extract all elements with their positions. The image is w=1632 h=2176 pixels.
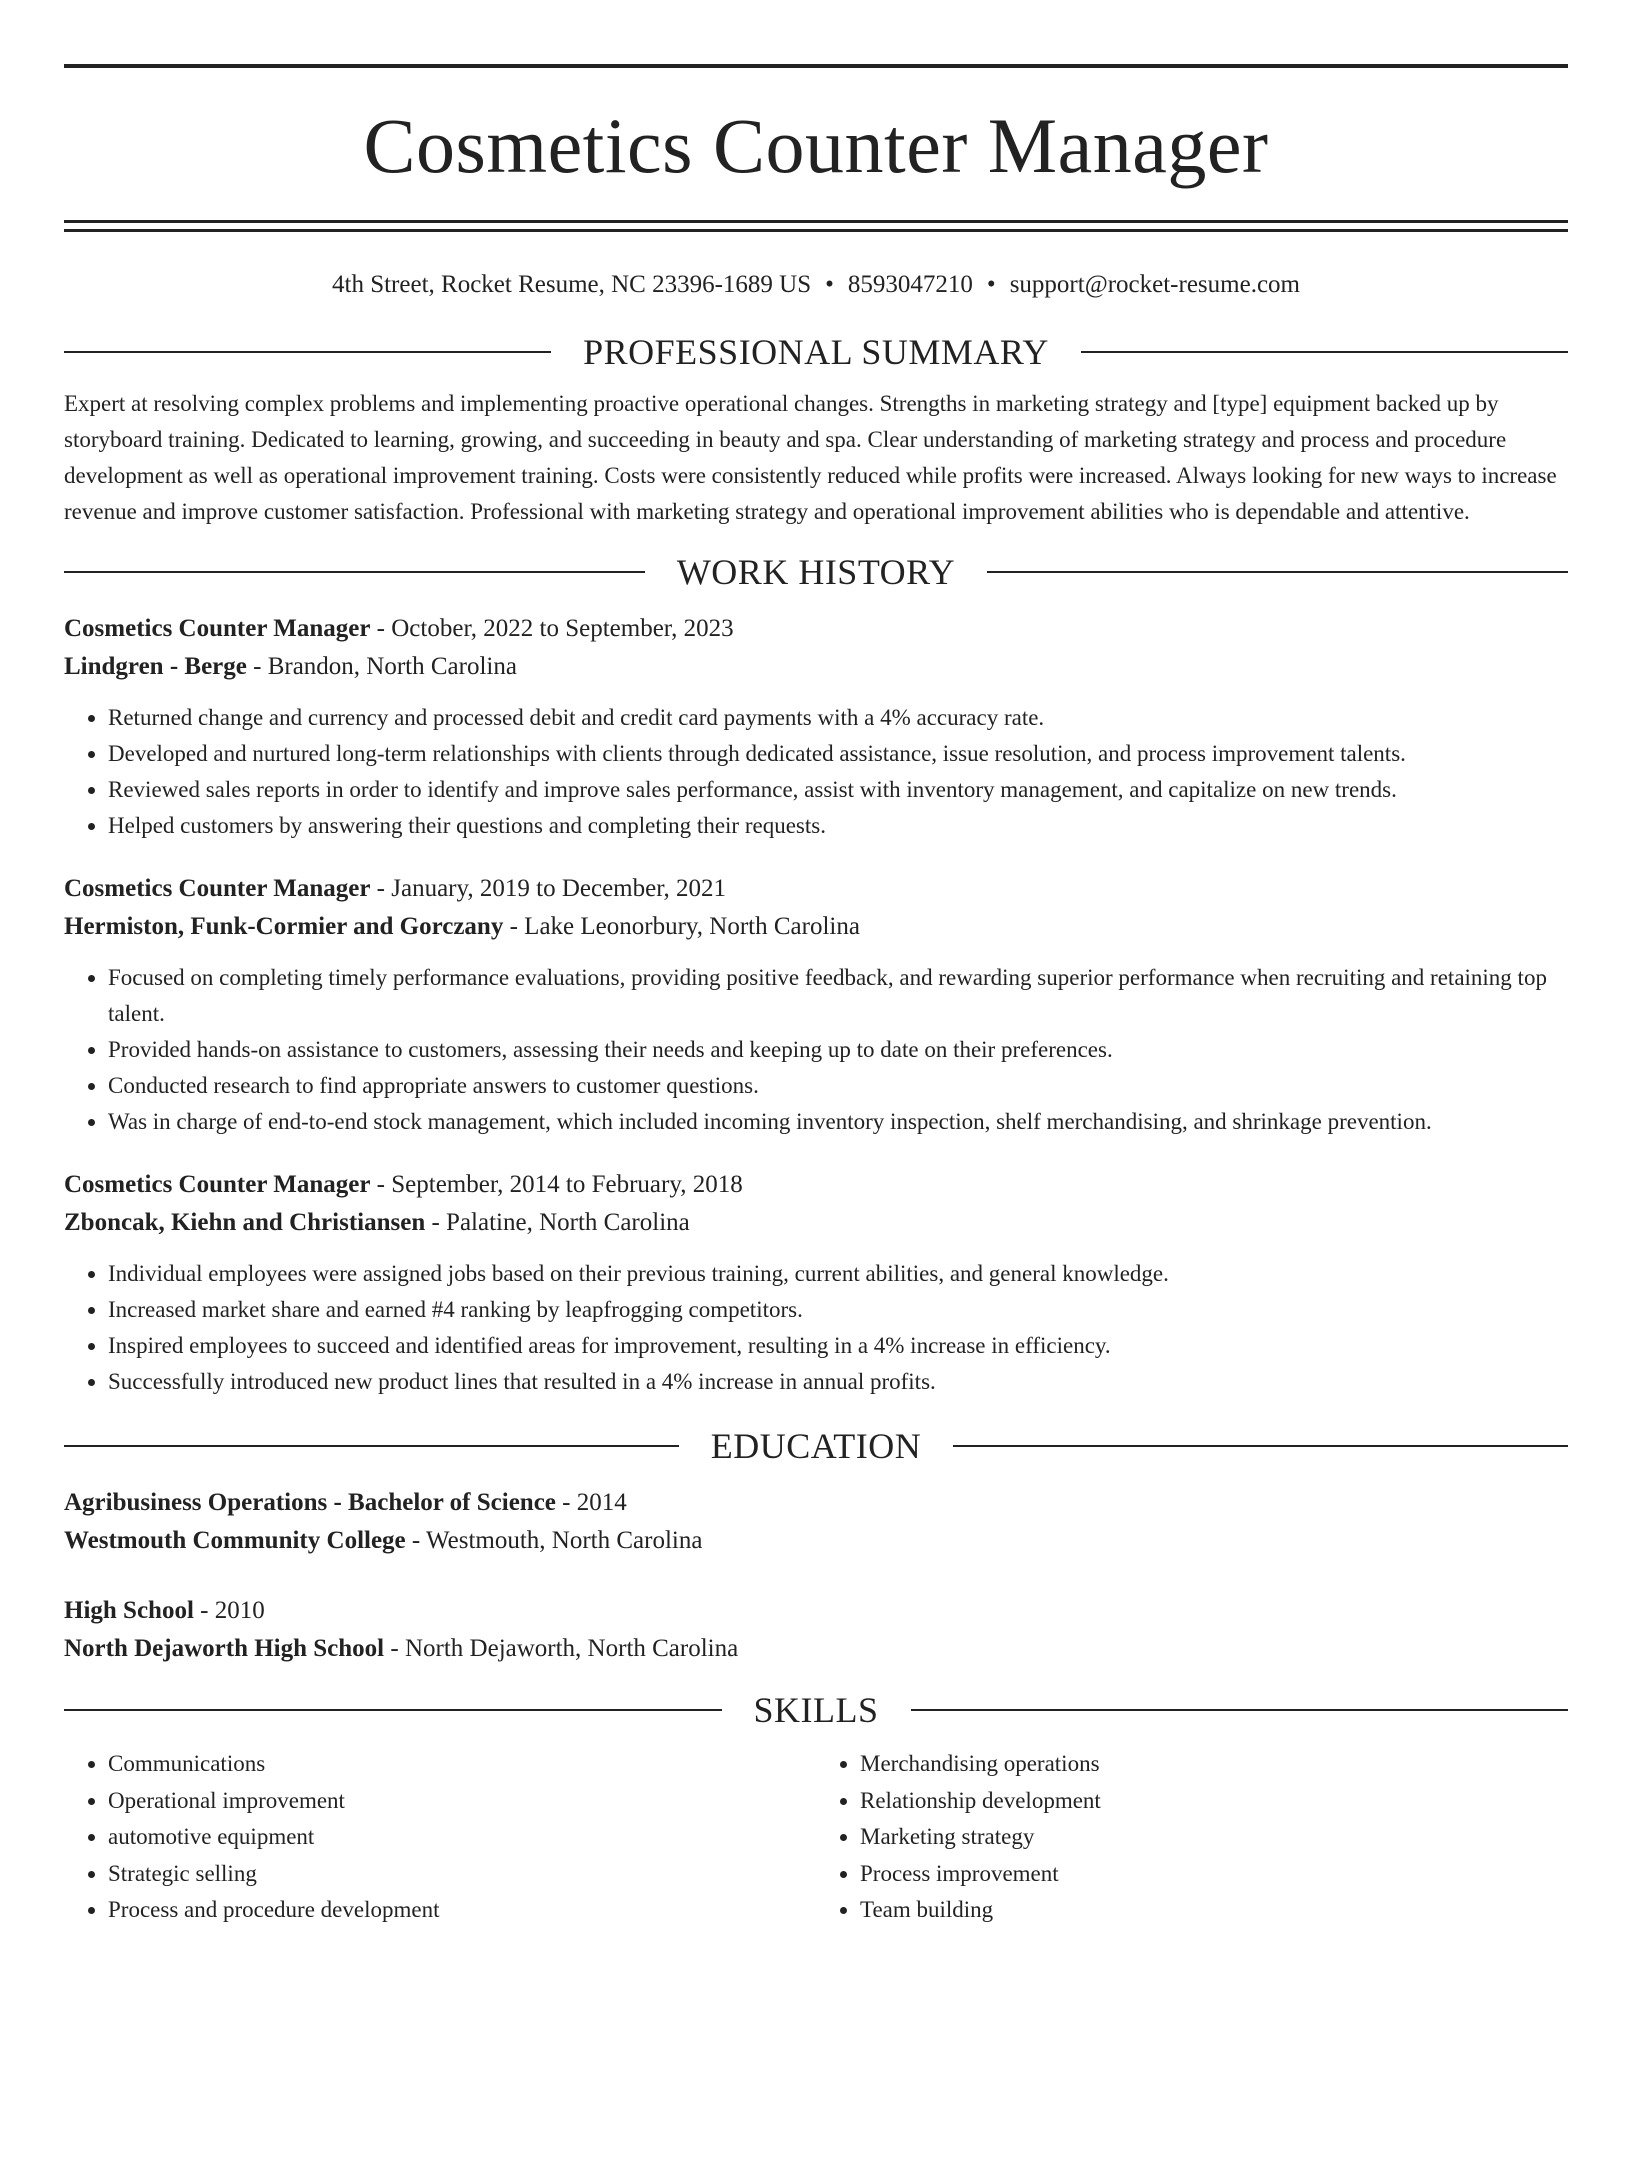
job-entry	[64, 1166, 1568, 1400]
education-degree-line	[64, 1592, 1568, 1630]
skills-list	[64, 1746, 1568, 1929]
job-location: - Palatine, North Carolina	[425, 1209, 690, 1236]
skills-column-left	[64, 1746, 816, 1929]
job-company: Hermiston, Funk-Cormier and Gorczany	[64, 913, 504, 940]
job-title: Cosmetics Counter Manager	[64, 875, 371, 902]
job-bullet: • Developed and nurtured long-term relationships with clients through dedicated assistance, issue resolution, and process improvement talents.	[108, 736, 1568, 772]
job-bullet: • Inspired employees to succeed and identified areas for improvement, resulting in a 4% increase in efficiency.	[108, 1328, 1568, 1364]
job-bullet: • Reviewed sales reports in order to identify and improve sales performance, assist with inventory management, and capitalize on new trends.	[108, 772, 1568, 808]
job-company-line	[64, 648, 1568, 686]
job-bullet: • Successfully introduced new product lines that resulted in a 4% increase in annual profits.	[108, 1364, 1568, 1400]
top-rule	[64, 64, 1568, 68]
contact-line	[64, 268, 1568, 302]
job-title: Cosmetics Counter Manager	[64, 1171, 371, 1198]
skill-item: • Merchandising operations	[860, 1746, 1568, 1783]
education-heading-label: EDUCATION	[710, 1426, 922, 1466]
education-degree: High School	[64, 1597, 194, 1624]
education-school-line	[64, 1630, 1568, 1668]
job-title-line	[64, 870, 1568, 908]
skill-item: • Process improvement	[860, 1856, 1568, 1893]
education-degree: Agribusiness Operations - Bachelor of Science	[64, 1489, 556, 1516]
job-title: Cosmetics Counter Manager	[64, 615, 371, 642]
job-bullets	[64, 1256, 1568, 1400]
summary-section-heading	[64, 330, 1568, 374]
heading-rule-left	[64, 351, 551, 353]
heading-rule-right	[953, 1445, 1568, 1447]
job-bullet: • Returned change and currency and processed debit and credit card payments with a 4% accuracy rate.	[108, 700, 1568, 736]
job-company-line	[64, 908, 1568, 946]
education-section-heading	[64, 1424, 1568, 1468]
job-entry	[64, 610, 1568, 844]
heading-rule-left	[64, 1709, 722, 1711]
title-rule-lower	[64, 229, 1568, 232]
job-bullet: • Was in charge of end-to-end stock management, which included incoming inventory inspection, shelf merchandising, and shrinkage prevention.	[108, 1104, 1568, 1140]
job-title-line	[64, 610, 1568, 648]
skill-item: • Process and procedure development	[108, 1892, 816, 1929]
job-dates: - September, 2014 to February, 2018	[370, 1171, 743, 1198]
skill-item: • automotive equipment	[108, 1819, 816, 1856]
job-location: - Lake Leonorbury, North Carolina	[503, 913, 860, 940]
heading-rule-right	[987, 571, 1568, 573]
work-heading-label: WORK HISTORY	[676, 552, 956, 592]
job-bullets	[64, 960, 1568, 1140]
skill-item: • Operational improvement	[108, 1783, 816, 1820]
work-section-heading	[64, 550, 1568, 594]
job-dates: - January, 2019 to December, 2021	[370, 875, 727, 902]
heading-rule-left	[64, 571, 645, 573]
contact-address: 4th Street, Rocket Resume, NC 23396-1689 US	[332, 271, 812, 298]
job-bullet: • Helped customers by answering their questions and completing their requests.	[108, 808, 1568, 844]
skill-item: • Communications	[108, 1746, 816, 1783]
skill-item: • Strategic selling	[108, 1856, 816, 1893]
job-title-line	[64, 1166, 1568, 1204]
education-entry	[64, 1592, 1568, 1668]
heading-rule-left	[64, 1445, 679, 1447]
title-rule-upper	[64, 220, 1568, 223]
job-company: Zboncak, Kiehn and Christiansen	[64, 1209, 426, 1236]
job-bullet: • Provided hands-on assistance to customers, assessing their needs and keeping up to date on their preferences.	[108, 1032, 1568, 1068]
contact-phone: 8593047210	[847, 271, 973, 298]
skill-item: • Relationship development	[860, 1783, 1568, 1820]
job-dates: - October, 2022 to September, 2023	[370, 615, 734, 642]
education-entry	[64, 1484, 1568, 1560]
education-year: - 2014	[555, 1489, 627, 1516]
education-degree-line	[64, 1484, 1568, 1522]
skills-heading-label: SKILLS	[753, 1690, 879, 1730]
contact-email: support@rocket-resume.com	[1009, 271, 1300, 298]
job-bullet: • Individual employees were assigned jobs based on their previous training, current abilities, and general knowledge.	[108, 1256, 1568, 1292]
job-bullet: • Conducted research to find appropriate answers to customer questions.	[108, 1068, 1568, 1104]
skills-column-right	[816, 1746, 1568, 1929]
education-year: - 2010	[193, 1597, 265, 1624]
education-location: - Westmouth, North Carolina	[405, 1527, 703, 1554]
contact-separator: •	[825, 271, 834, 298]
job-bullets	[64, 700, 1568, 844]
skills-section-heading	[64, 1688, 1568, 1732]
job-company-line	[64, 1204, 1568, 1242]
education-school-line	[64, 1522, 1568, 1560]
job-bullet: • Increased market share and earned #4 ranking by leapfrogging competitors.	[108, 1292, 1568, 1328]
contact-separator: •	[986, 271, 996, 298]
education-school: Westmouth Community College	[64, 1527, 406, 1554]
job-company: Lindgren - Berge	[64, 653, 247, 680]
resume-title: Cosmetics Counter Manager	[363, 102, 1269, 189]
skill-item: • Team building	[860, 1892, 1568, 1929]
heading-rule-right	[1081, 351, 1568, 353]
education-school: North Dejaworth High School	[64, 1635, 385, 1662]
job-bullet: • Focused on completing timely performance evaluations, providing positive feedback, and rewarding superior performance when recruiting and retaining top talent.	[108, 960, 1568, 1032]
skill-item: • Marketing strategy	[860, 1819, 1568, 1856]
summary-text: Expert at resolving complex problems and implementing proactive operational changes. Strengths in marketing strategy and [type] equipment backed up by storyboard training. Dedicated to learning, growing, and succeeding in beauty and spa. Clear understanding of marketing strategy and process and procedure development as well as operational improvement training. Costs were consistently reduced while profits were increased. Always looking for new ways to increase revenue and improve customer satisfaction. Professional with marketing strategy and operational improvement abilities who is dependable and attentive.	[64, 391, 1557, 524]
job-location: - Brandon, North Carolina	[246, 653, 517, 680]
education-location: - North Dejaworth, North Carolina	[384, 1635, 739, 1662]
summary-heading-label: PROFESSIONAL SUMMARY	[583, 332, 1049, 372]
resume-page	[0, 64, 1632, 2176]
heading-rule-right	[911, 1709, 1569, 1711]
job-entry	[64, 870, 1568, 1140]
